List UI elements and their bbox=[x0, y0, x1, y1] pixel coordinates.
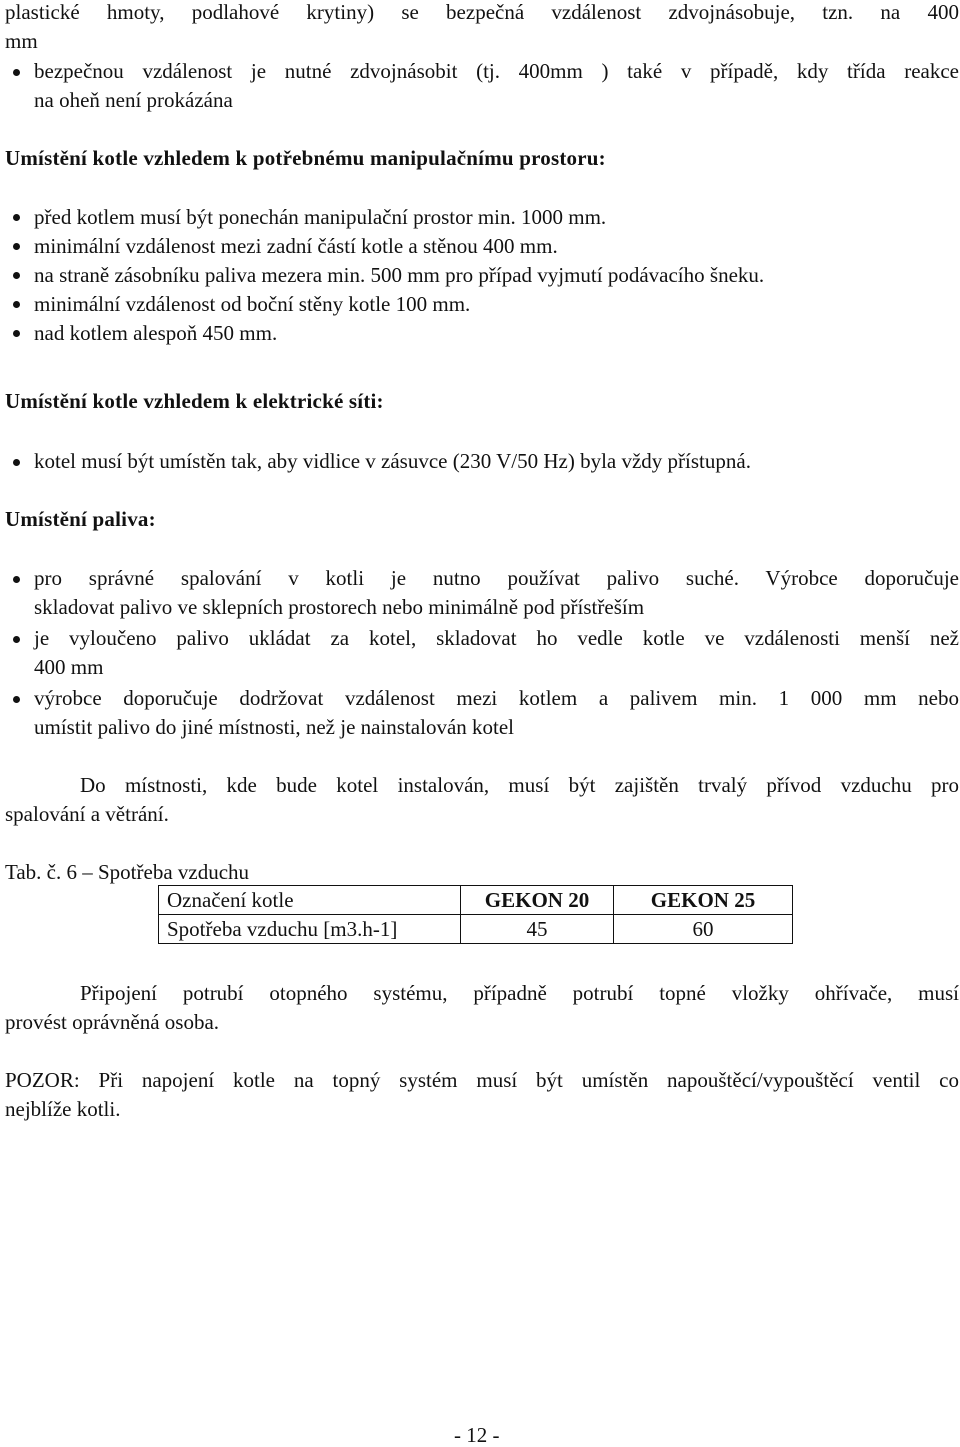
list-item: před kotlem musí být ponechán manipulační prostor min. 1000 mm. bbox=[34, 205, 607, 229]
list-item: minimální vzdálenost od boční stěny kotle 100 mm. bbox=[34, 292, 471, 316]
list-item-continuation: na oheň není prokázána bbox=[34, 88, 233, 112]
section-heading: Umístění kotle vzhledem k elektrické síti: bbox=[5, 389, 384, 413]
list-item: je vyloučeno palivo ukládat za kotel, skladovat ho vedle kotle ve vzdálenosti menší než bbox=[34, 626, 959, 650]
table-header-cell: GEKON 20 bbox=[461, 886, 614, 915]
bullet-icon bbox=[13, 636, 20, 643]
bullet-icon bbox=[13, 272, 20, 279]
list-item: bezpečnou vzdálenost je nutné zdvojnásobit (tj. 400mm ) také v případě, kdy třída reakce bbox=[34, 59, 959, 83]
table-header-cell: Označení kotle bbox=[159, 886, 461, 915]
paragraph: Do místnosti, kde bude kotel instalován, musí být zajištěn trvalý přívod vzduchu pro bbox=[80, 773, 959, 797]
list-item: minimální vzdálenost mezi zadní částí kotle a stěnou 400 mm. bbox=[34, 234, 558, 258]
air-consumption-table bbox=[158, 885, 793, 944]
paragraph-continuation: nejblíže kotli. bbox=[5, 1097, 121, 1121]
list-item-continuation: 400 mm bbox=[34, 655, 104, 679]
bullet-icon bbox=[13, 301, 20, 308]
page-number: - 12 - bbox=[454, 1423, 500, 1447]
list-item-continuation: skladovat palivo ve sklepních prostorech nebo minimálně pod přístřeším bbox=[34, 595, 645, 619]
section-heading: Umístění kotle vzhledem k potřebnému manipulačnímu prostoru: bbox=[5, 146, 606, 170]
table-cell: Spotřeba vzduchu [m3.h-1] bbox=[159, 915, 461, 944]
intro-line: mm bbox=[5, 29, 38, 53]
warning-paragraph: POZOR: Při napojení kotle na topný systém musí být umístěn napouštěcí/vypouštěcí ventil co bbox=[5, 1068, 959, 1092]
bullet-icon bbox=[13, 696, 20, 703]
intro-line: plastické hmoty, podlahové krytiny) se bezpečná vzdálenost zdvojnásobuje, tzn. na 400 bbox=[5, 0, 959, 24]
list-item: na straně zásobníku paliva mezera min. 500 mm pro případ vyjmutí podávacího šneku. bbox=[34, 263, 765, 287]
table-row bbox=[159, 915, 793, 944]
bullet-icon bbox=[13, 459, 20, 466]
bullet-icon bbox=[13, 330, 20, 337]
table-cell: 60 bbox=[614, 915, 793, 944]
bullet-icon bbox=[13, 243, 20, 250]
list-item: kotel musí být umístěn tak, aby vidlice v zásuvce (230 V/50 Hz) byla vždy přístupná. bbox=[34, 449, 751, 473]
bullet-icon bbox=[13, 69, 20, 76]
table-header-row bbox=[159, 886, 793, 915]
paragraph-continuation: provést oprávněná osoba. bbox=[5, 1010, 220, 1034]
table-caption: Tab. č. 6 – Spotřeba vzduchu bbox=[5, 860, 250, 884]
paragraph: Připojení potrubí otopného systému, případně potrubí topné vložky ohřívače, musí bbox=[80, 981, 959, 1005]
table-cell: 45 bbox=[461, 915, 614, 944]
table-header-cell: GEKON 25 bbox=[614, 886, 793, 915]
bullet-icon bbox=[13, 214, 20, 221]
list-item-continuation: umístit palivo do jiné místnosti, než je nainstalován kotel bbox=[34, 715, 515, 739]
paragraph-continuation: spalování a větrání. bbox=[5, 802, 169, 826]
list-item: výrobce doporučuje dodržovat vzdálenost mezi kotlem a palivem min. 1 000 mm nebo bbox=[34, 686, 959, 710]
list-item: pro správné spalování v kotli je nutno používat palivo suché. Výrobce doporučuje bbox=[34, 566, 959, 590]
section-heading: Umístění paliva: bbox=[5, 507, 156, 531]
bullet-icon bbox=[13, 576, 20, 583]
list-item: nad kotlem alespoň 450 mm. bbox=[34, 321, 278, 345]
